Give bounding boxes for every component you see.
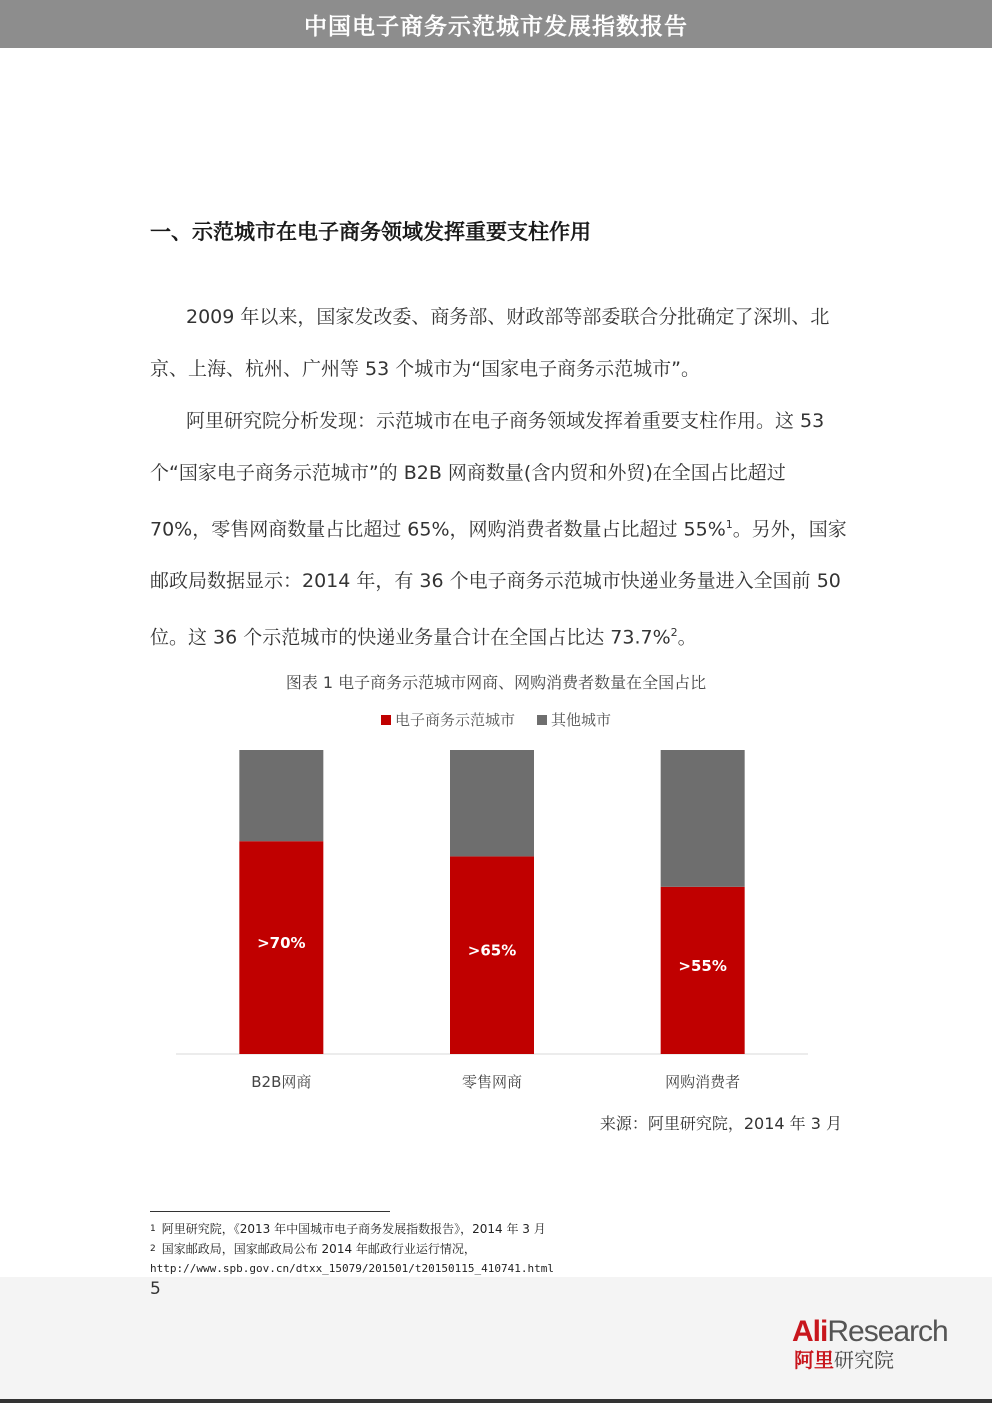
legend-swatch-red <box>381 715 391 725</box>
category-label-3: 网购消费者 <box>665 1073 741 1091</box>
logo-cn-ali: 阿里 <box>794 1348 834 1372</box>
chart-title: 图表 1 电子商务示范城市网商、网购消费者数量在全国占比 <box>285 673 707 692</box>
footnote-2-mark: 2 <box>150 1244 156 1254</box>
legend-label-other-cities: 其他城市 <box>551 711 612 729</box>
legend-item-other-cities <box>537 709 611 730</box>
footnote-1-mark: 1 <box>150 1224 156 1234</box>
report-title: 中国电子商务示范城市发展指数报告 <box>304 13 688 40</box>
paragraph-findings <box>150 395 850 664</box>
findings-text-2: 。另外，国家邮政局数据显示：2014 年，有 36 个电子商务示范城市快递业务量进入全国前 50 位。这 36 个示范城市的快递业务量合计在全国占比达 73.7% <box>150 518 847 649</box>
footnotes <box>150 1219 554 1279</box>
report-header <box>0 0 992 48</box>
footnote-1-text: 阿里研究院，《2013 年中国城市电子商务发展指数报告》，2014 年 3 月 <box>161 1222 546 1236</box>
footnote-2-url[interactable]: http://www.spb.gov.cn/dtxx_15079/201501/t20150115_410741.html <box>150 1262 554 1275</box>
source-note: 来源：阿里研究院，2014 年 3 月 <box>599 1114 842 1133</box>
data-label-1: >70% <box>257 934 306 953</box>
footnote-2-text: 国家邮政局，国家邮政局公布 2014 年邮政行业运行情况， <box>161 1242 476 1256</box>
paragraph-intro <box>150 291 850 395</box>
logo-research-text: Research <box>827 1315 948 1348</box>
bars-layer <box>239 750 744 1091</box>
footnote-1 <box>150 1219 554 1239</box>
footnote-2 <box>150 1239 554 1259</box>
footnote-ref-2[interactable]: 2 <box>670 626 678 640</box>
category-label-1: B2B网商 <box>251 1073 312 1091</box>
findings-text-3: 。 <box>677 626 697 649</box>
legend-swatch-gray <box>537 715 547 725</box>
data-label-3: >55% <box>678 956 727 975</box>
stacked-bar-chart <box>170 740 822 1100</box>
data-label-2: >65% <box>467 941 517 960</box>
category-label-2: 零售网商 <box>461 1073 523 1091</box>
footnote-ref-1[interactable]: 1 <box>725 518 733 531</box>
section-heading: 一、示范城市在电子商务领域发挥重要支柱作用 <box>150 220 591 244</box>
bar-other-cities-1 <box>239 750 323 841</box>
legend-item-demo-cities <box>381 709 515 730</box>
logo-cn-institute: 研究院 <box>834 1348 894 1372</box>
findings-text-1: 阿里研究院分析发现：示范城市在电子商务领域发挥着重要支柱作用。这 53 个“国家电子商务示范城市”的 B2B 网商数量(含内贸和外贸)在全国占比超过 70%，零售网商数量占比超过 65%，网购消费者数量占比超过 55% <box>150 410 825 541</box>
footnote-divider <box>150 1211 390 1212</box>
legend-label-demo-cities: 电子商务示范城市 <box>394 711 515 729</box>
bar-other-cities-3 <box>661 750 745 887</box>
aliresearch-logo <box>792 1316 972 1376</box>
bar-other-cities-2 <box>450 750 534 856</box>
bottom-bar <box>0 1399 992 1403</box>
logo-ali-text: Ali <box>792 1315 828 1348</box>
chart-legend <box>0 709 992 730</box>
page-number: 5 <box>150 1279 161 1299</box>
paragraph-intro-text: 2009 年以来，国家发改委、商务部、财政部等部委联合分批确定了深圳、北京、上海、杭州、广州等 53 个城市为“国家电子商务示范城市”。 <box>150 306 830 380</box>
